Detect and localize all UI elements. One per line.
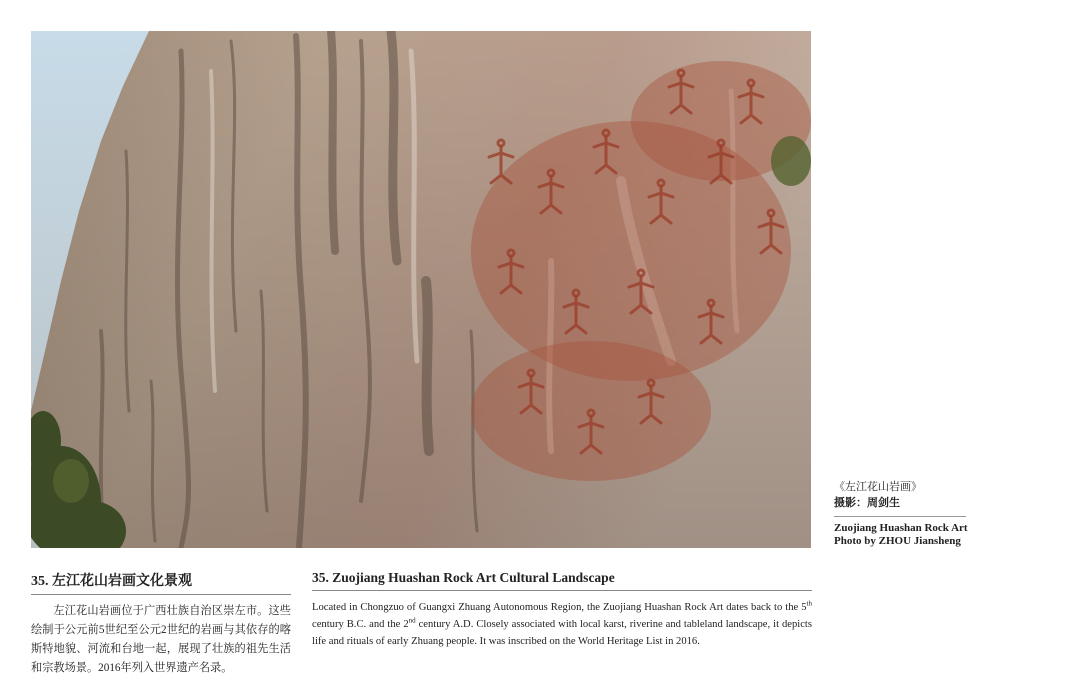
en-body-part3: century A.D. Closely associated with local karst, riverine and tableland landscape, it depicts life and rituals of early Zhuang people. It was inscribed on the World Heritage List in 2016. bbox=[312, 619, 812, 647]
caption-en-title: Zuojiang Huashan Rock Art bbox=[834, 522, 968, 534]
rock-art-photo bbox=[31, 31, 811, 548]
caption-en-credit: Photo by ZHOU Jiansheng bbox=[834, 535, 961, 547]
caption-divider bbox=[834, 516, 966, 517]
en-section bbox=[312, 570, 812, 650]
cn-section-title: 35. 左江花山岩画文化景观 bbox=[31, 570, 291, 595]
cn-section bbox=[31, 570, 291, 678]
en-section-body bbox=[312, 599, 812, 650]
en-section-title: 35. Zuojiang Huashan Rock Art Cultural Landscape bbox=[312, 570, 812, 591]
en-body-sup1: th bbox=[806, 599, 812, 608]
cliff-illustration bbox=[31, 31, 811, 548]
cn-section-body: 左江花山岩画位于广西壮族自治区崇左市。这些绘制于公元前5世纪至公元2世纪的岩画与其依存的喀斯特地貌、河流和台地一起，展现了壮族的祖先生活和宗教场景。2016年列入世界遗产名录。 bbox=[31, 605, 291, 674]
en-body-part2: century B.C. and the 2 bbox=[312, 619, 409, 630]
photo-caption bbox=[834, 479, 984, 548]
caption-cn-credit: 摄影：周剑生 bbox=[834, 497, 900, 509]
caption-cn-title: 《左江花山岩画》 bbox=[834, 481, 922, 493]
en-body-part1: Located in Chongzuo of Guangxi Zhuang Autonomous Region, the Zuojiang Huashan Rock Art dates back to the 5 bbox=[312, 602, 807, 613]
en-body-sup2: nd bbox=[408, 616, 416, 625]
